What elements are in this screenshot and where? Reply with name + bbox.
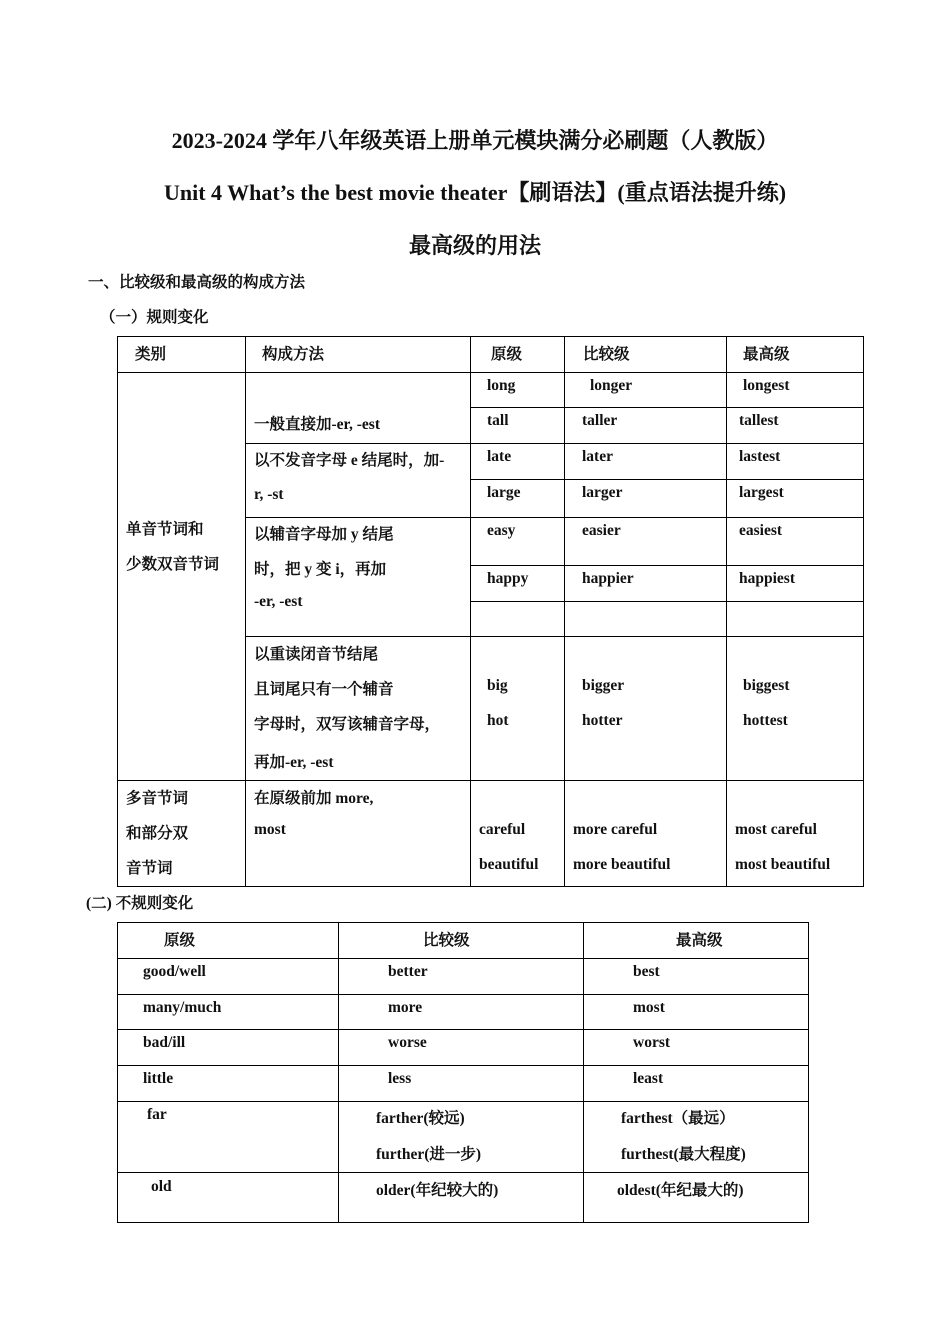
rule-double-consonant-line1: 以重读闭音节结尾 [254,646,379,663]
word-positive: hot [487,712,509,729]
rule-more-most-line1: 在原级前加 more, [254,790,374,807]
word-comparative: longer [590,377,633,394]
word-superlative: hottest [743,712,788,729]
table-divider [470,601,864,602]
irregular-positive: many/much [143,999,222,1016]
irregular-positive: little [143,1070,174,1087]
irregular-superlative: farthest（最远） [621,1110,735,1127]
rule-silent-e-line2: r, -st [254,486,284,503]
word-comparative: more beautiful [573,856,671,873]
table-divider [117,1172,809,1173]
irregular-header-comparative: 比较级 [423,932,470,949]
word-comparative: easier [582,522,621,539]
subsection-heading-regular: （一）规则变化 [100,309,209,326]
table-divider [117,1101,809,1102]
category-poly-line3: 音节词 [126,860,173,877]
word-superlative: most careful [735,821,817,838]
irregular-comparative: further(进一步) [376,1146,482,1163]
irregular-positive: old [151,1178,172,1195]
table-divider [470,336,471,887]
word-superlative: biggest [743,677,790,694]
table-divider [245,336,246,887]
category-poly-line2: 和部分双 [126,825,189,842]
word-comparative: taller [582,412,618,429]
word-positive: late [487,448,512,465]
word-positive: happy [487,570,529,587]
word-comparative: more careful [573,821,658,838]
table-border [117,1222,809,1223]
rule-y-to-i-line3: -er, -est [254,593,303,610]
table-divider [338,922,339,1223]
irregular-header-positive: 原级 [164,932,196,949]
irregular-comparative: better [388,963,428,980]
word-superlative: easiest [739,522,783,539]
word-positive: large [487,484,521,501]
table-divider [245,517,864,518]
table-divider [470,407,864,408]
word-superlative: largest [739,484,784,501]
document-subtitle: Unit 4 What’s the best movie theater【刷语法】(重点语法提升练) [163,180,787,205]
word-positive: big [487,677,508,694]
word-positive: beautiful [479,856,539,873]
irregular-superlative: oldest(年纪最大的) [617,1182,744,1199]
document-title: 2023-2024 学年八年级英语上册单元模块满分必刷题（人教版） [171,128,779,153]
table-border [117,336,118,887]
table-divider [117,780,864,781]
irregular-superlative: most [633,999,665,1016]
word-superlative: happiest [739,570,795,587]
irregular-comparative: farther(较远) [376,1110,465,1127]
table-border [117,336,864,337]
irregular-comparative: more [388,999,423,1016]
topic-title: 最高级的用法 [408,233,541,258]
header-comparative: 比较级 [583,346,630,363]
word-comparative: hotter [582,712,623,729]
header-category: 类别 [135,346,167,363]
table-divider [245,636,864,637]
table-divider [470,565,864,566]
section-heading-1: 一、比较级和最高级的构成方法 [88,274,306,291]
irregular-superlative: furthest(最大程度) [621,1146,746,1163]
word-comparative: happier [582,570,634,587]
table-divider [726,336,727,887]
irregular-superlative: best [633,963,660,980]
word-positive: tall [487,412,509,429]
rule-silent-e-line1: 以不发音字母 e 结尾时，加- [254,452,445,469]
word-positive: careful [479,821,526,838]
word-superlative: tallest [739,412,779,429]
table-divider [470,479,864,480]
table-divider [117,958,809,959]
table-border [117,922,118,1223]
irregular-positive: far [147,1106,167,1123]
category-mono-line2: 少数双音节词 [126,556,220,573]
table-border [117,922,809,923]
irregular-comparative: less [388,1070,412,1087]
rule-add-er-est: 一般直接加-er, -est [254,416,380,433]
table-divider [117,372,864,373]
category-mono-line1: 单音节词和 [126,521,204,538]
table-divider [117,994,809,995]
word-superlative: longest [743,377,790,394]
table-border [808,922,809,1223]
rule-y-to-i-line2: 时，把 y 变 i，再加 [254,561,387,578]
table-divider [583,922,584,1223]
irregular-positive: good/well [143,963,206,980]
irregular-header-superlative: 最高级 [676,932,723,949]
table-divider [117,1065,809,1066]
category-poly-line1: 多音节词 [126,790,189,807]
header-method: 构成方法 [262,346,325,363]
irregular-comparative: worse [388,1034,427,1051]
rule-y-to-i-line1: 以辅音字母加 y 结尾 [254,526,394,543]
word-positive: easy [487,522,516,539]
header-superlative: 最高级 [743,346,790,363]
header-positive: 原级 [491,346,523,363]
subsection-heading-irregular: (二) 不规则变化 [86,895,194,912]
rule-double-consonant-line2: 且词尾只有一个辅音 [254,681,394,698]
word-comparative: later [582,448,613,465]
table-divider [564,336,565,887]
irregular-superlative: least [633,1070,664,1087]
table-divider [245,443,864,444]
irregular-comparative: older(年纪较大的) [376,1182,499,1199]
irregular-positive: bad/ill [143,1034,186,1051]
word-comparative: larger [582,484,623,501]
rule-double-consonant-line4: 再加-er, -est [254,754,334,771]
rule-more-most-line2: most [254,821,286,838]
word-superlative: lastest [739,448,781,465]
word-superlative: most beautiful [735,856,831,873]
table-border [117,886,864,887]
table-divider [117,1029,809,1030]
word-positive: long [487,377,516,394]
rule-double-consonant-line3: 字母时，双写该辅音字母， [254,716,441,733]
word-comparative: bigger [582,677,625,694]
table-border [863,336,864,887]
irregular-superlative: worst [633,1034,671,1051]
